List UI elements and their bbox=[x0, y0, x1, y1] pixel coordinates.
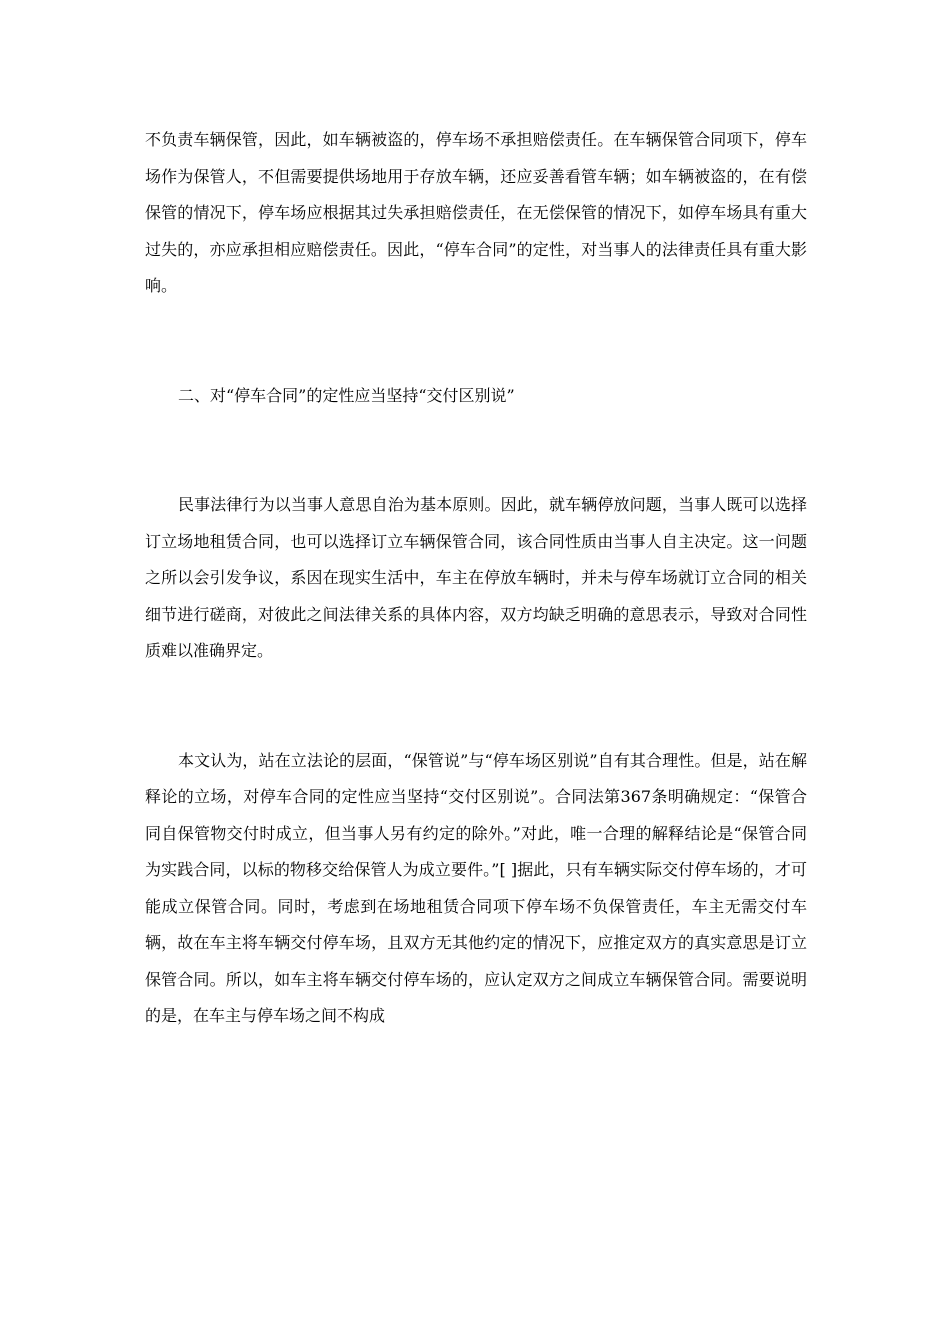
body-paragraph-1: 不负责车辆保管，因此，如车辆被盗的，停车场不承担赔偿责任。在车辆保管合同项下，停车场作为保管人，不但需要提供场地用于存放车辆，还应妥善看管车辆；如车辆被盗的，在有偿保管的情况下，停车场应根据其过失承担赔偿责任，在无偿保管的情况下，如停车场具有重大过失的，亦应承担相应赔偿责任。因此，“停车合同”的定性，对当事人的法律责任具有重大影响。 bbox=[145, 130, 807, 295]
section-heading: 二、对“停车合同”的定性应当坚持“交付区别说” bbox=[178, 385, 515, 405]
document-body bbox=[145, 122, 807, 1035]
body-paragraph-2: 民事法律行为以当事人意思自治为基本原则。因此，就车辆停放问题，当事人既可以选择订立场地租赁合同，也可以选择订立车辆保管合同，该合同性质由当事人自主决定。这一问题之所以会引发争议，系因在现实生活中，车主在停放车辆时，并未与停车场就订立合同的相关细节进行磋商，对彼此之间法律关系的具体内容，双方均缺乏明确的意思表示，导致对合同性质难以准确界定。 bbox=[145, 495, 807, 660]
body-paragraph-3: 本文认为，站在立法论的层面，“保管说”与“停车场区别说”自有其合理性。但是，站在解释论的立场，对停车合同的定性应当坚持“交付区别说”。合同法第367条明确规定：“保管合同自保管物交付时成立，但当事人另有约定的除外。”对此，唯一合理的解释结论是“保管合同为实践合同，以标的物移交给保管人为成立要件。”[ ]据此，只有车辆实际交付停车场的，才可能成立保管合同。同时，考虑到在场地租赁合同项下停车场不负保管责任，车主无需交付车辆，故在车主将车辆交付停车场，且双方无其他约定的情况下，应推定双方的真实意思是订立保管合同。所以，如车主将车辆交付停车场的，应认定双方之间成立车辆保管合同。需要说明的是，在车主与停车场之间不构成 bbox=[145, 750, 807, 1025]
